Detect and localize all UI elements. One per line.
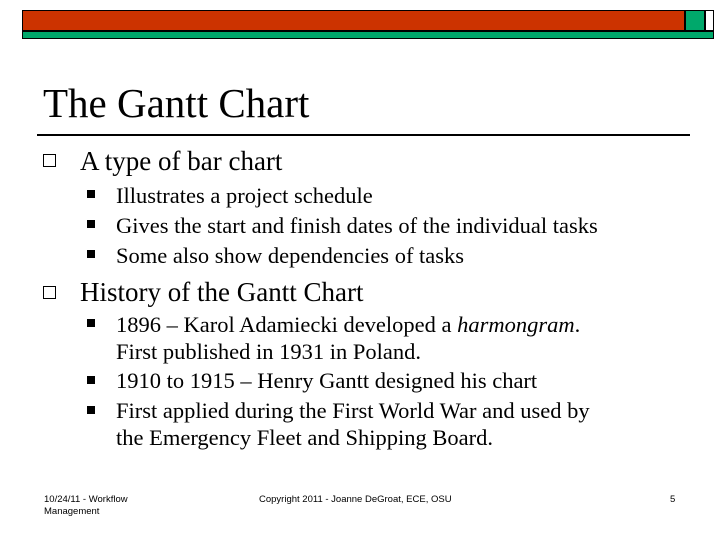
header-white-square — [705, 10, 714, 31]
bullet-2-sub-3-line-1: First applied during the First World War and used by — [116, 398, 590, 423]
bullet-1-sub-2: Gives the start and finish dates of the individual tasks — [116, 213, 598, 238]
bullet-2-sub-1-line-1 — [116, 310, 580, 339]
hollow-square-bullet-icon — [43, 286, 56, 299]
footer-copyright: Copyright 2011 - Joanne DeGroat, ECE, OSU — [259, 494, 452, 505]
bullet-1-sub-1: Illustrates a project schedule — [116, 183, 373, 208]
title-underline — [37, 134, 690, 136]
bullet-2-sub-2: 1910 to 1915 – Henry Gantt designed his chart — [116, 368, 538, 393]
footer-date-line-2: Management — [44, 506, 100, 517]
hollow-square-bullet-icon — [43, 154, 56, 167]
page-number: 5 — [670, 494, 676, 505]
sub-text-end: . — [574, 312, 581, 337]
header-red-bar — [22, 10, 685, 31]
bullet-2-text: History of the Gantt Chart — [80, 277, 364, 307]
bullet-2-sub-1-line-2: First published in 1931 in Poland. — [116, 339, 422, 364]
bullet-1-text: A type of bar chart — [80, 146, 283, 176]
harmongram-term: harmongram — [457, 312, 575, 337]
bullet-2-sub-3-line-2: the Emergency Fleet and Shipping Board. — [116, 425, 494, 450]
filled-square-bullet-icon — [87, 190, 95, 198]
header-green-bar — [22, 31, 714, 39]
bullet-1-sub-3: Some also show dependencies of tasks — [116, 243, 465, 268]
footer-date-line-1: 10/24/11 - Workflow — [44, 494, 128, 505]
header-green-square — [685, 10, 705, 31]
filled-square-bullet-icon — [87, 319, 95, 327]
slide-title: The Gantt Chart — [43, 80, 310, 126]
footer-date — [44, 494, 128, 518]
filled-square-bullet-icon — [87, 406, 95, 414]
filled-square-bullet-icon — [87, 376, 95, 384]
sub-text: 1896 – Karol Adamiecki developed a — [116, 312, 458, 337]
filled-square-bullet-icon — [87, 220, 95, 228]
filled-square-bullet-icon — [87, 250, 95, 258]
